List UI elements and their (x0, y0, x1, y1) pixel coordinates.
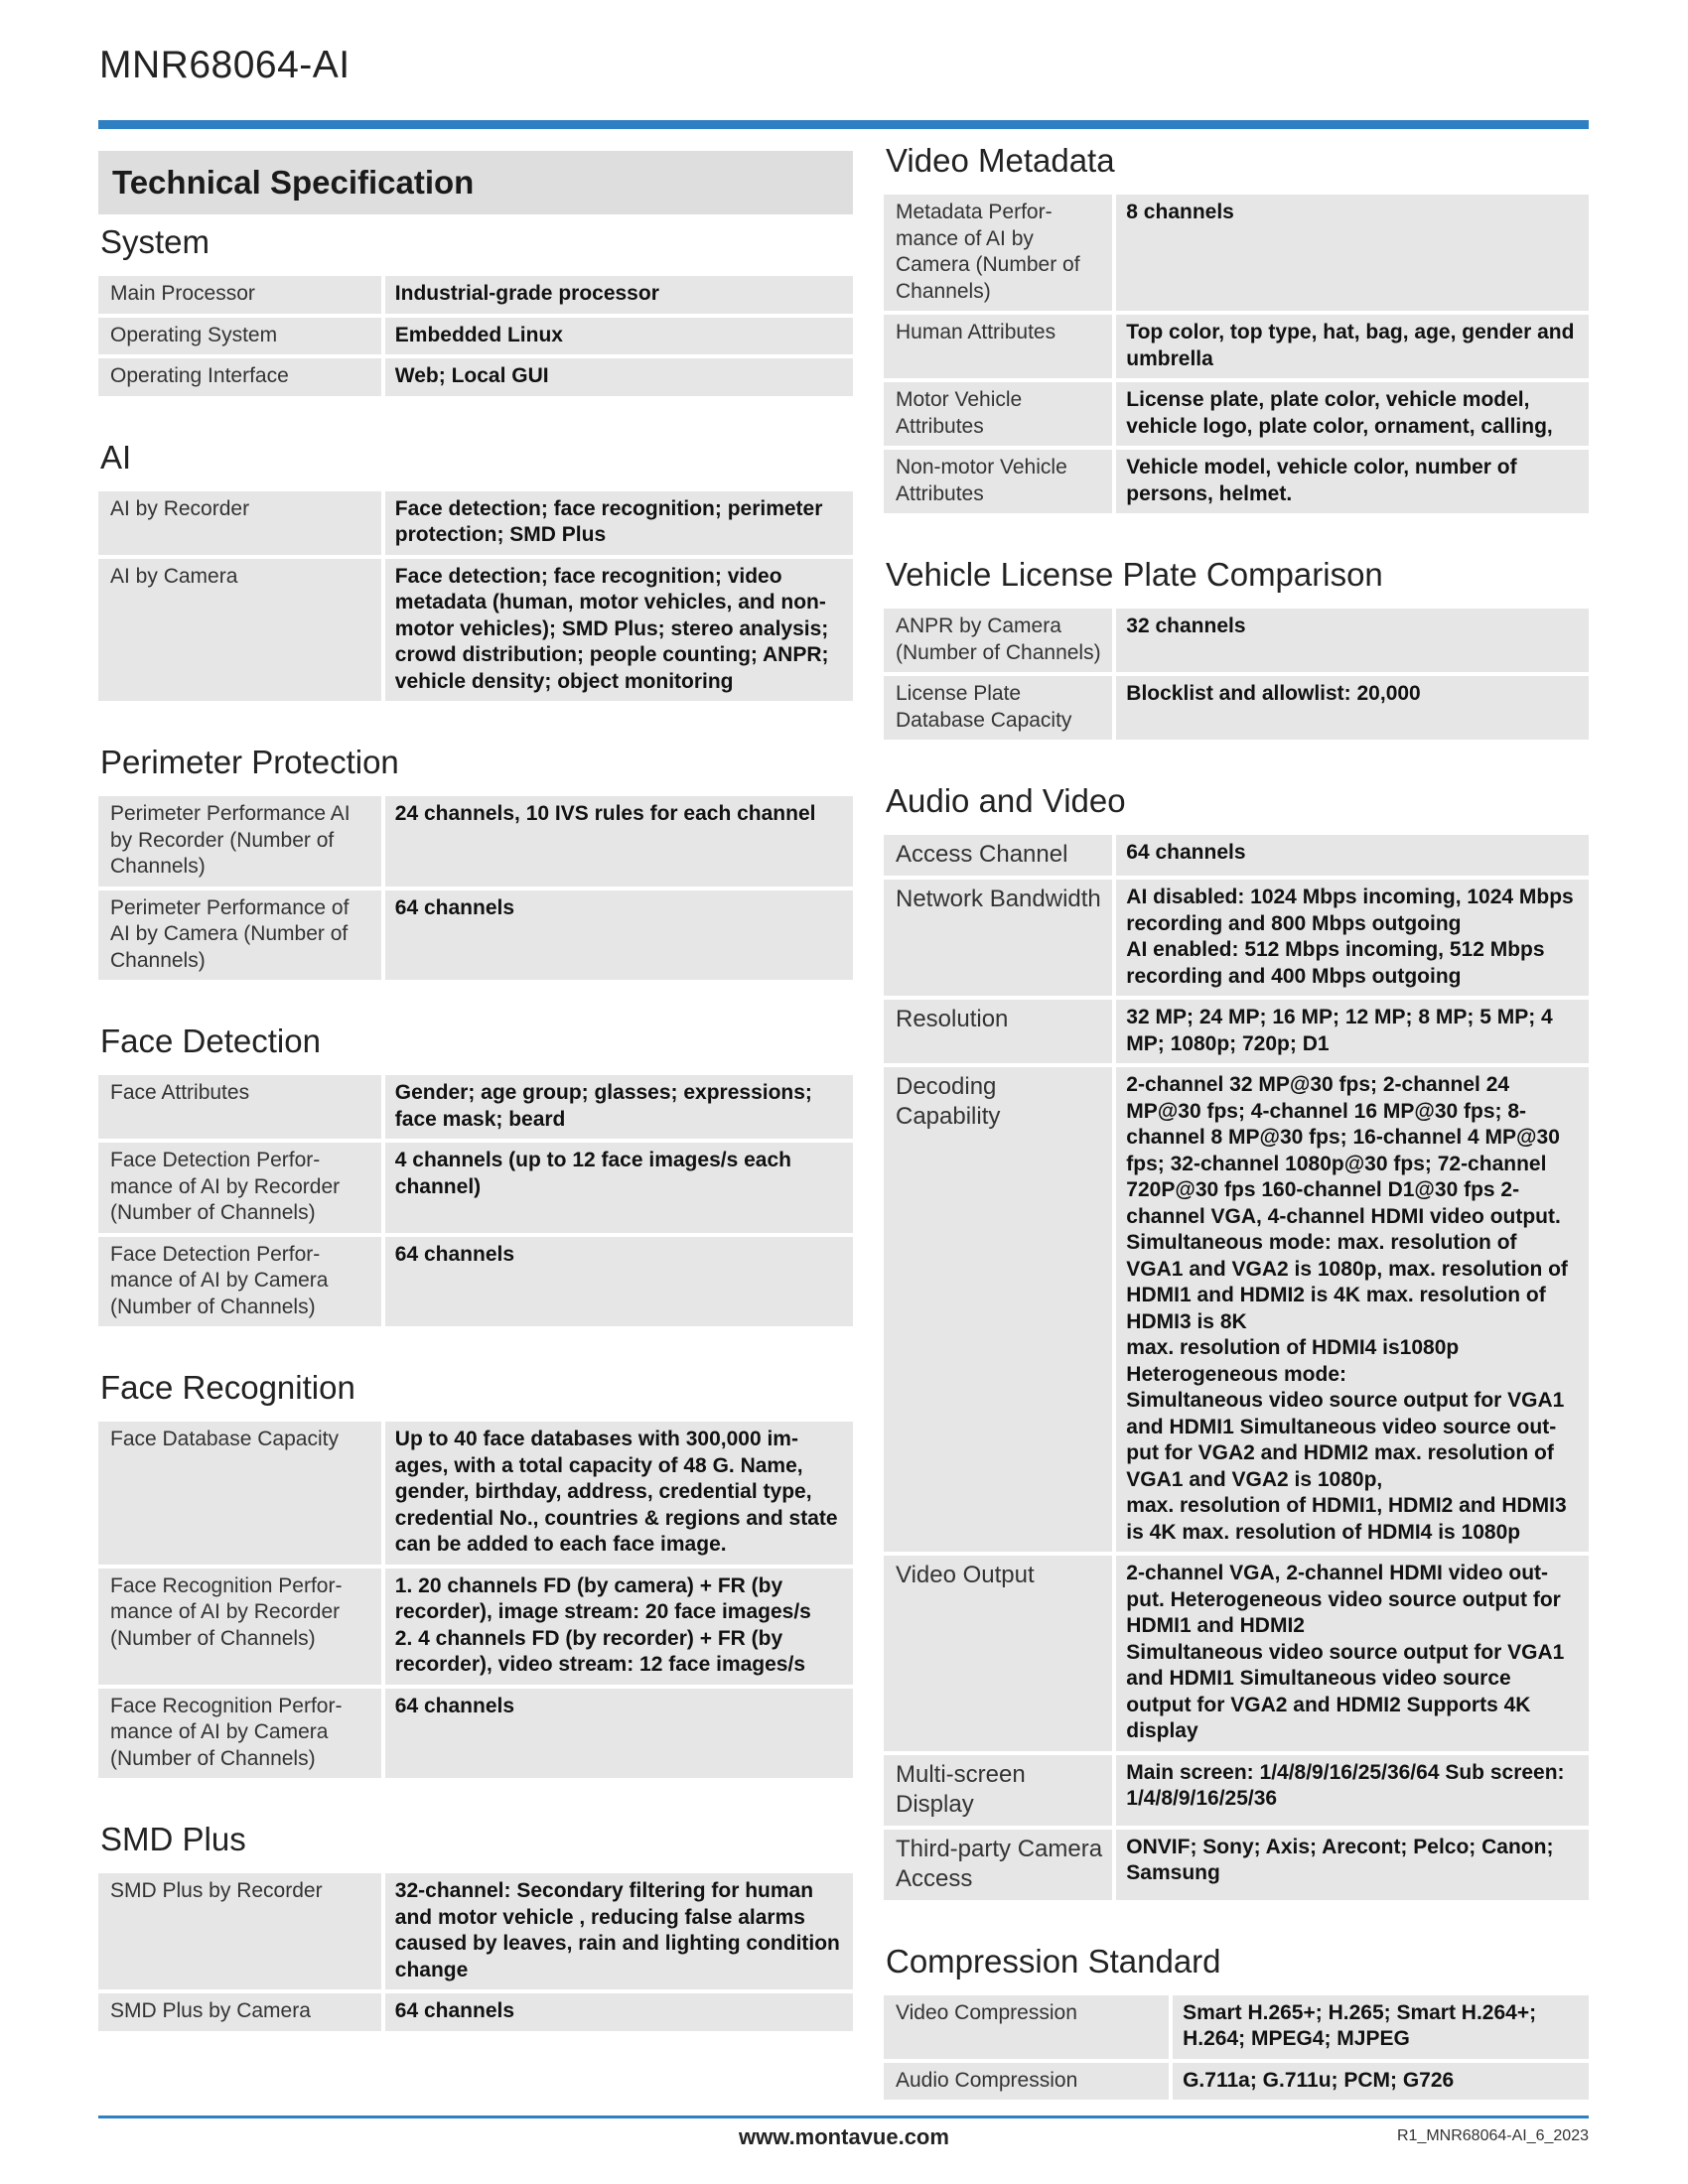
spec-value: Up to 40 face databases with 300,000 images, with a total capacity of 48 G. Name, gender, birthday, address, credential type, credential No., countries & regions and state can be added to each face image. (385, 1422, 853, 1565)
spec-row (884, 1830, 1589, 1900)
spec-label: Decoding Capability (884, 1067, 1116, 1552)
section-title: Perimeter Protection (100, 744, 399, 780)
section-title: AI (100, 438, 132, 476)
spec-value: Blocklist and allowlist: 20,000 (1116, 676, 1589, 740)
footer-document-code: R1_MNR68064-AI_6_2023 (1396, 2127, 1589, 2144)
right-column (884, 141, 1589, 2141)
spec-label: Multi-screen Display (884, 1755, 1116, 1826)
spec-label: Human Attributes (884, 315, 1116, 378)
spec-label: Video Compression (884, 1995, 1173, 2059)
spec-value: Top color, top type, hat, bag, age, gender and umbrella (1116, 315, 1589, 378)
header-rule (98, 120, 1589, 129)
spec-value: Vehicle model, vehicle color, number of persons, helmet. (1116, 450, 1589, 513)
spec-label: Operating Interface (98, 358, 385, 396)
left-column (98, 151, 853, 2073)
spec-label: SMD Plus by Camera (98, 1993, 385, 2031)
spec-value: ONVIF; Sony; Axis; Arecont; Pelco; Canon; Samsung (1116, 1830, 1589, 1900)
spec-value: 24 channels, 10 IVS rules for each channel (385, 796, 853, 887)
spec-row (884, 1000, 1589, 1063)
section-title: System (100, 223, 211, 260)
spec-label: Operating System (98, 318, 385, 355)
technical-specification-header: Technical Specification (98, 151, 853, 214)
spec-value: Embedded Linux (385, 318, 853, 355)
spec-label: AI by Camera (98, 559, 385, 702)
spec-value: 32-channel: Secondary filtering for human and motor vehicle , reducing false alarms caused by leaves, rain and lighting condition change (385, 1873, 853, 1989)
spec-row (884, 676, 1589, 740)
section-title: Face Detection (100, 1023, 321, 1059)
section-video-metadata (884, 141, 1589, 517)
spec-row (98, 318, 853, 355)
spec-value: Face detection; face recognition; video metadata (human, motor vehicles, and non-motor vehicles); SMD Plus; stereo analysis; crowd distribution; people counting; ANPR; vehicle density; object monitoring (385, 559, 853, 702)
spec-table (98, 487, 853, 706)
footer-rule (98, 2116, 1589, 2118)
spec-row (98, 1873, 853, 1989)
spec-label: Resolution (884, 1000, 1116, 1063)
spec-label: License Plate Database Capacity (884, 676, 1116, 740)
section-face-detection (98, 1022, 853, 1330)
section-title: Video Metadata (886, 142, 1115, 179)
spec-row (98, 796, 853, 887)
spec-row (98, 1075, 853, 1139)
spec-row (884, 195, 1589, 311)
section-title: SMD Plus (100, 1821, 246, 1857)
spec-table (884, 831, 1589, 1904)
section-audio-and-video (884, 781, 1589, 1904)
spec-row (98, 276, 853, 314)
section-title: Audio and Video (886, 782, 1126, 819)
section-perimeter-protection (98, 743, 853, 984)
spec-row (98, 1237, 853, 1327)
spec-table (884, 605, 1589, 744)
spec-row (98, 559, 853, 702)
spec-row (884, 835, 1589, 876)
spec-value: 8 channels (1116, 195, 1589, 311)
spec-row (884, 1995, 1589, 2059)
spec-row (884, 609, 1589, 672)
spec-row (98, 491, 853, 555)
spec-row (98, 1993, 853, 2031)
spec-label: Metadata Performance of AI by Camera (Number of Channels) (884, 195, 1116, 311)
spec-row (884, 1067, 1589, 1552)
spec-value: 32 channels (1116, 609, 1589, 672)
spec-row (884, 2063, 1589, 2101)
section-title: Face Recognition (100, 1369, 355, 1406)
spec-label: SMD Plus by Recorder (98, 1873, 385, 1989)
section-compression-standard (884, 1942, 1589, 2105)
spec-label: Face Detection Performance of AI by Camera (Number of Channels) (98, 1237, 385, 1327)
spec-label: Video Output (884, 1556, 1116, 1751)
spec-table (98, 792, 853, 984)
spec-value: 4 channels (up to 12 face images/s each channel) (385, 1143, 853, 1233)
spec-table (98, 272, 853, 400)
spec-label: Face Database Capacity (98, 1422, 385, 1565)
section-system (98, 222, 853, 400)
spec-label: Motor Vehicle Attributes (884, 382, 1116, 446)
spec-value: G.711a; G.711u; PCM; G726 (1173, 2063, 1589, 2101)
spec-value: License plate, plate color, vehicle model, vehicle logo, plate color, ornament, calling, (1116, 382, 1589, 446)
spec-label: Main Processor (98, 276, 385, 314)
spec-value: 64 channels (385, 1993, 853, 2031)
spec-row (884, 382, 1589, 446)
spec-label: Perimeter Performance of AI by Camera (Number of Channels) (98, 890, 385, 981)
spec-value: Industrial-grade processor (385, 276, 853, 314)
spec-value: 64 channels (385, 1689, 853, 1779)
spec-table (884, 1991, 1589, 2105)
spec-value: 64 channels (385, 890, 853, 981)
spec-value: Main screen: 1/4/8/9/16/25/36/64 Sub screen: 1/4/8/9/16/25/36 (1116, 1755, 1589, 1826)
spec-label: AI by Recorder (98, 491, 385, 555)
spec-row (884, 450, 1589, 513)
spec-row (98, 1689, 853, 1779)
spec-label: Perimeter Performance AI by Recorder (Number of Channels) (98, 796, 385, 887)
spec-label: Face Recognition Performance of AI by Camera (Number of Channels) (98, 1689, 385, 1779)
section-smd-plus (98, 1820, 853, 2035)
section-title: Vehicle License Plate Comparison (886, 556, 1383, 593)
spec-row (884, 315, 1589, 378)
spec-row (98, 358, 853, 396)
section-title: Compression Standard (886, 1942, 1221, 1979)
spec-row (98, 1569, 853, 1685)
spec-row (884, 1755, 1589, 1826)
spec-value: AI disabled: 1024 Mbps incoming, 1024 Mbps recording and 800 Mbps outgoing AI enabled: 512 Mbps incoming, 512 Mbps recording and 400 Mbps outgoing (1116, 880, 1589, 996)
section-ai (98, 438, 853, 706)
spec-label: ANPR by Camera (Number of Channels) (884, 609, 1116, 672)
spec-value: Web; Local GUI (385, 358, 853, 396)
spec-label: Network Bandwidth (884, 880, 1116, 996)
spec-label: Face Detection Performance of AI by Recorder (Number of Channels) (98, 1143, 385, 1233)
spec-value: 64 channels (385, 1237, 853, 1327)
spec-label: Face Recognition Performance of AI by Recorder (Number of Channels) (98, 1569, 385, 1685)
footer-url[interactable]: www.montavue.com (739, 2124, 949, 2149)
section-vehicle-license-plate-comparison (884, 555, 1589, 744)
spec-value: 32 MP; 24 MP; 16 MP; 12 MP; 8 MP; 5 MP; 4 MP; 1080p; 720p; D1 (1116, 1000, 1589, 1063)
spec-row (98, 1143, 853, 1233)
spec-label: Non-motor Vehicle Attributes (884, 450, 1116, 513)
document-title: MNR68064-AI (99, 44, 351, 86)
spec-table (98, 1418, 853, 1782)
spec-table (884, 191, 1589, 517)
spec-value: 2-channel 32 MP@30 fps; 2-channel 24 MP@30 fps; 4-channel 16 MP@30 fps; 8-channel 8 MP@30 fps; 16-channel 4 MP@30 fps; 32-channel 1080p@30 fps; 72-channel 720P@30 fps 160-channel D1@30 fps 2-channel VGA, 4-channel HDMI video output. Simultaneous mode: max. resolution of VGA1 and VGA2 is 1080p, max. resolution of HDMI1 and HDMI2 is 4K max. resolution of HDMI3 is 8K max. resolution of HDMI4 is1080p Heterogeneous mode: Simultaneous video source output for VGA1 and HDMI1 Simultaneous video source output for VGA2 and HDMI2 max. resolution of VGA1 and VGA2 is 1080p, max. resolution of HDMI1, HDMI2 and HDMI3 is 4K max. resolution of HDMI4 is 1080p (1116, 1067, 1589, 1552)
spec-value: 1. 20 channels FD (by camera) + FR (by recorder), image stream: 20 face images/s 2. 4 channels FD (by recorder) + FR (by recorder), video stream: 12 face images/s (385, 1569, 853, 1685)
spec-value: Face detection; face recognition; perimeter protection; SMD Plus (385, 491, 853, 555)
spec-value: Smart H.265+; H.265; Smart H.264+; H.264; MPEG4; MJPEG (1173, 1995, 1589, 2059)
spec-row (884, 880, 1589, 996)
spec-table (98, 1071, 853, 1330)
spec-table (98, 1869, 853, 2035)
spec-label: Access Channel (884, 835, 1116, 876)
spec-row (98, 890, 853, 981)
spec-row (884, 1556, 1589, 1751)
spec-value: 64 channels (1116, 835, 1589, 876)
spec-label: Audio Compression (884, 2063, 1173, 2101)
spec-label: Face Attributes (98, 1075, 385, 1139)
spec-label: Third-party Camera Access (884, 1830, 1116, 1900)
spec-value: Gender; age group; glasses; expressions; face mask; beard (385, 1075, 853, 1139)
spec-row (98, 1422, 853, 1565)
section-face-recognition (98, 1368, 853, 1782)
spec-value: 2-channel VGA, 2-channel HDMI video output. Heterogeneous video source output for HDMI1 and HDMI2 Simultaneous video source output for VGA1 and HDMI1 Simultaneous video source output for VGA2 and HDMI2 Supports 4K display (1116, 1556, 1589, 1751)
